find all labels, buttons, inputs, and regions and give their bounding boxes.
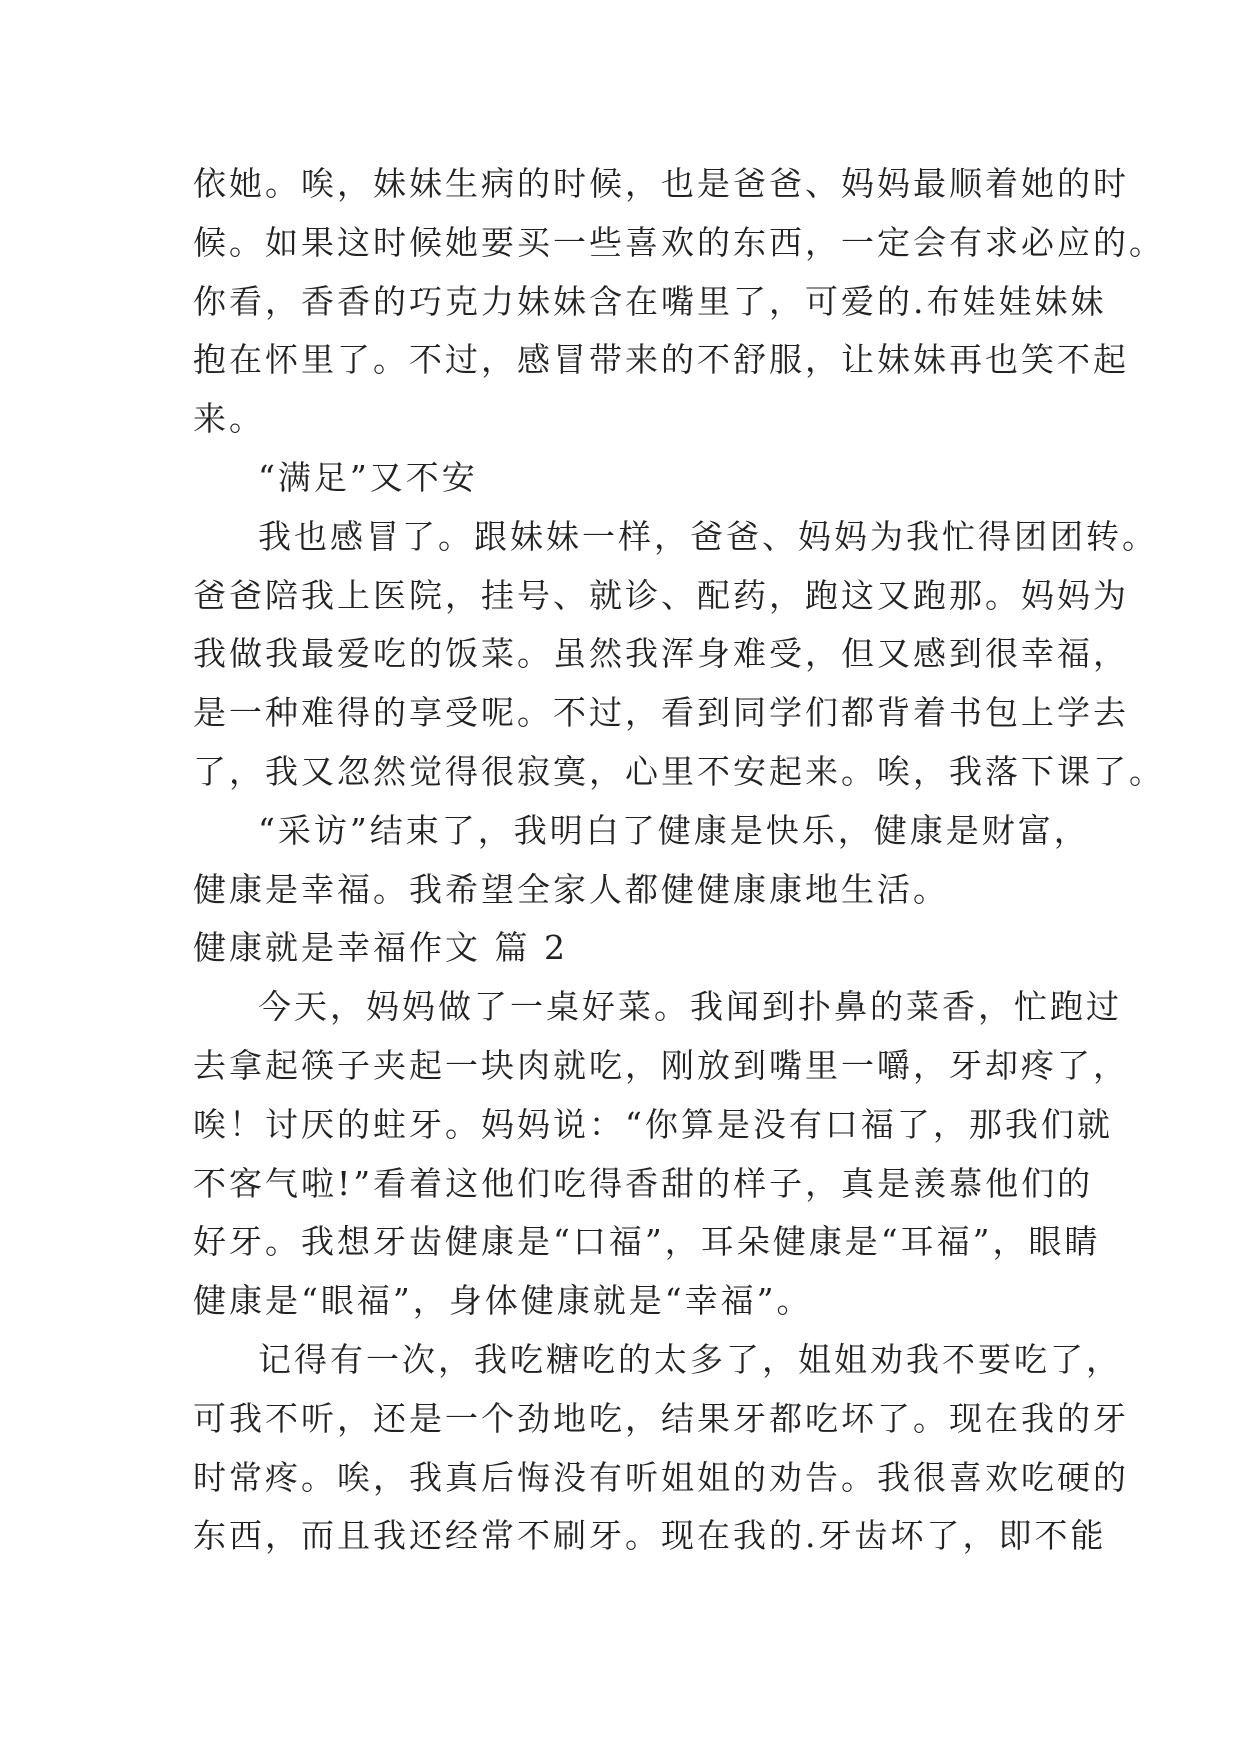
document-body (193, 155, 1165, 1566)
paragraph-start-line: “采访”结束了，我明白了健康是快乐，健康是财富， (258, 810, 1090, 850)
text-line: 我做我最爱吃的饭菜。虽然我浑身难受，但又感到很幸福， (193, 634, 1129, 674)
text-line: 好牙。我想牙齿健康是“口福”，耳朵健康是“耳福”，眼睛 (193, 1222, 1101, 1262)
text-line: 不客气啦!”看着这他们吃得香甜的样子，真是羡慕他们的 (193, 1163, 1094, 1203)
text-line: 你看，香香的巧克力妹妹含在嘴里了，可爱的.布娃娃妹妹 (193, 281, 1107, 321)
subheading: “满足”又不安 (258, 457, 478, 497)
text-line: 爸爸陪我上医院，挂号、就诊、配药，跑这又跑那。妈妈为 (193, 575, 1129, 615)
text-line: 是一种难得的享受呢。不过，看到同学们都背着书包上学去 (193, 693, 1129, 733)
section-title: 健康就是幸福作文 篇 2 (193, 928, 568, 968)
text-line: 时常疼。唉，我真后悔没有听姐姐的劝告。我很喜欢吃硬的 (193, 1457, 1129, 1497)
paragraph-start-line: 今天，妈妈做了一桌好菜。我闻到扑鼻的菜香，忙跑过 (258, 987, 1122, 1027)
text-line: 唉！讨厌的蛀牙。妈妈说：“你算是没有口福了，那我们就 (193, 1104, 1113, 1144)
text-line: 东西，而且我还经常不刷牙。现在我的.牙齿坏了，即不能 (193, 1516, 1107, 1556)
text-line: 去拿起筷子夹起一块肉就吃，刚放到嘴里一嚼，牙却疼了， (193, 1045, 1129, 1085)
text-line: 了，我又忽然觉得很寂寞，心里不安起来。唉，我落下课了。 (193, 751, 1165, 791)
paragraph-start-line: 记得有一次，我吃糖吃的太多了，姐姐劝我不要吃了， (258, 1339, 1122, 1379)
text-line: 健康是幸福。我希望全家人都健健康康地生活。 (193, 869, 949, 909)
text-line: 可我不听，还是一个劲地吃，结果牙都吃坏了。现在我的牙 (193, 1398, 1129, 1438)
paragraph-start-line: 我也感冒了。跟妹妹一样，爸爸、妈妈为我忙得团团转。 (258, 516, 1158, 556)
text-line: 健康是“眼福”，身体健康就是“幸福”。 (193, 1281, 813, 1321)
text-line: 依她。唉，妹妹生病的时候，也是爸爸、妈妈最顺着她的时 (193, 164, 1129, 203)
text-line: 来。 (193, 399, 265, 439)
text-line: 候。如果这时候她要买一些喜欢的东西，一定会有求必应的。 (193, 222, 1165, 262)
text-line: 抱在怀里了。不过，感冒带来的不舒服，让妹妹再也笑不起 (193, 340, 1129, 380)
